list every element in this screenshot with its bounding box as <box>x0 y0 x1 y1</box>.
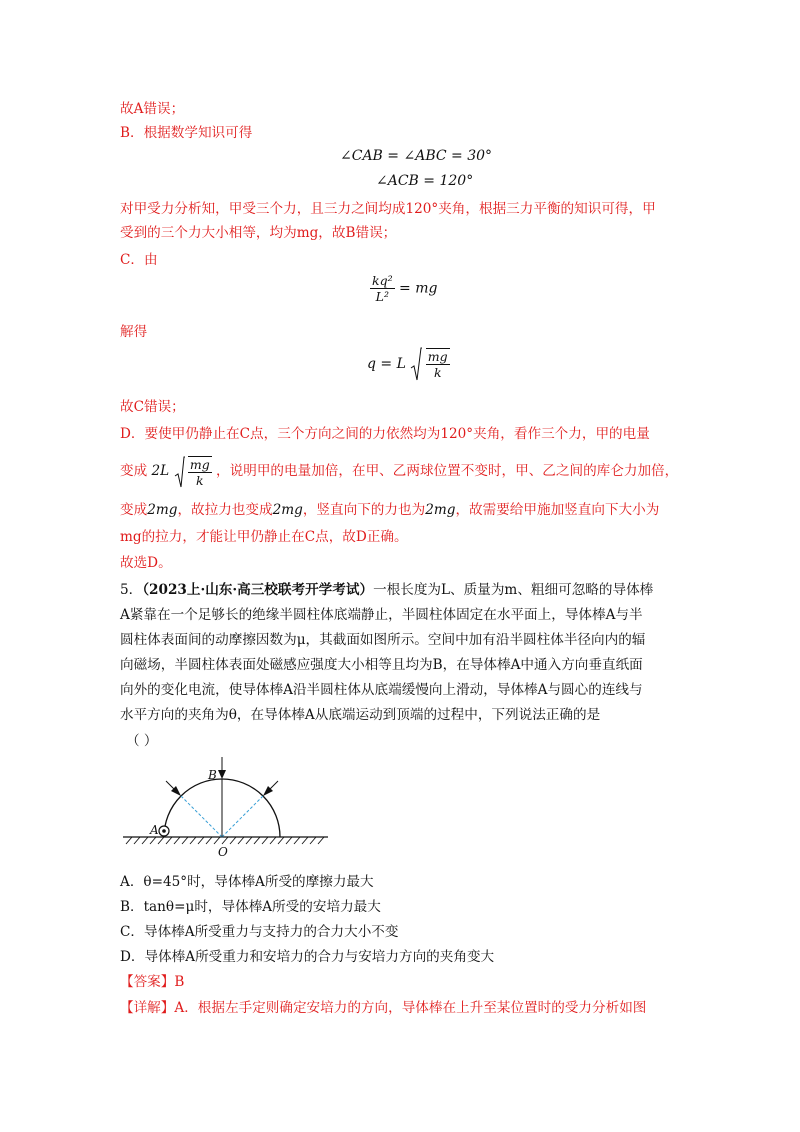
equation-angles: ∠CAB = ∠ABC = 30° <box>340 148 493 164</box>
option-b: B．tanθ=μ时，导体棒A所受的安培力最大 <box>120 899 381 915</box>
question-source: （2023上·山东·高三校联考开学考试） <box>142 582 374 598</box>
fraction-numerator: kq² <box>372 273 393 288</box>
equation-charge <box>367 346 450 382</box>
fraction-denominator: L² <box>375 289 389 304</box>
label-A: A <box>150 823 159 837</box>
question-text-line: A紧靠在一个足够长的绝缘半圆柱体底端静止，半圆柱体固定在水平面上，导体棒A与半 <box>120 607 643 623</box>
text-line: 受到的三个力大小相等，均为mg，故B错误； <box>120 225 397 241</box>
equation-angle-acb: ∠ACB = 120° <box>376 173 474 189</box>
text-line: 对甲受力分析知，甲受三个力，且三力之间均成120°夹角，根据三力平衡的知识可得，甲 <box>120 201 656 217</box>
label-B: B <box>208 768 217 782</box>
label-O: O <box>218 845 228 859</box>
text-line: D．要使甲仍静止在C点，三个方向之间的力依然均为120°夹角，看作三个力，甲的电量 <box>120 426 650 442</box>
radical-sign-icon <box>410 346 422 382</box>
semicylinder-figure <box>118 755 338 865</box>
math-2mg: 2mg <box>147 502 178 518</box>
arrowhead-icon <box>218 770 226 779</box>
text-fragment: 变成 <box>120 463 148 479</box>
text-line <box>120 451 678 491</box>
text-fragment: ，说明甲的电量加倍，在甲、乙两球位置不变时，甲、乙之间的库仑力加倍， <box>216 463 679 479</box>
text-line: C．由 <box>120 252 158 268</box>
equation-rhs: = mg <box>399 280 438 297</box>
text-line: 故A错误； <box>120 101 185 117</box>
fraction-denominator: k <box>433 365 442 380</box>
radical-sign-icon <box>174 455 185 489</box>
math-2mg: 2mg <box>425 502 456 518</box>
fraction-numerator: mg <box>189 457 210 472</box>
option-d: D．导体棒A所受重力和安培力的合力与安培力方向的夹角变大 <box>120 949 495 965</box>
dashed-radius-left <box>181 796 222 837</box>
fraction-numerator: mg <box>427 349 448 364</box>
fraction <box>426 348 450 380</box>
equation-coulomb <box>370 273 437 304</box>
ground-hatching <box>126 837 324 844</box>
question-text-line: 向外的变化电流，使导体棒A沿半圆柱体从底端缓慢向上滑动，导体棒A与圆心的连线与 <box>120 682 643 698</box>
square-root <box>174 452 212 492</box>
text-line: mg的拉力，才能让甲仍静止在C点，故D正确。 <box>120 529 408 545</box>
answer-parentheses: （ ） <box>126 733 158 749</box>
text-line <box>120 500 659 520</box>
question-text-line: 水平方向的夹角为θ，在导体棒A从底端运动到顶端的过程中，下列说法正确的是 <box>120 707 601 723</box>
question-number: 5． <box>120 582 143 598</box>
text-line: B．根据数学知识可得 <box>120 125 253 141</box>
question-text-line: 向磁场，半圆柱体表面处磁感应强度大小相等且均为B，在导体棒A中通入方向垂直纸面 <box>120 657 643 673</box>
math-2L: 2L <box>151 463 170 479</box>
option-c: C．导体棒A所受重力与支持力的合力大小不变 <box>120 924 399 940</box>
fraction-denominator: k <box>196 473 204 488</box>
text-fragment: ，故拉力也变成 <box>177 502 273 518</box>
fraction <box>188 456 212 488</box>
option-a: A．θ=45°时，导体棒A所受的摩擦力最大 <box>120 874 374 890</box>
current-out-dot-icon <box>162 829 166 833</box>
text-fragment: ，竖直向下的力也为 <box>302 502 426 518</box>
question-5-line <box>120 580 653 600</box>
text-line: 解得 <box>120 324 148 340</box>
detail-line <box>120 998 646 1018</box>
math-2mg: 2mg <box>272 502 303 518</box>
detail-text: A．根据左手定则确定安培力的方向，导体棒在上升至某位置时的受力分析如图 <box>174 1000 647 1016</box>
equation-lhs: q = L <box>367 356 406 372</box>
answer-value: B <box>174 974 185 990</box>
answer-tag: 【答案】 <box>120 974 175 990</box>
dashed-radius-right <box>222 796 263 837</box>
text-line: 故C错误； <box>120 399 185 415</box>
text-fragment: ，故需要给甲施加竖直向下大小为 <box>455 502 660 518</box>
text-fragment: 变成 <box>120 502 148 518</box>
question-text-line: 圆柱体表面间的动摩擦因数为μ，其截面如图所示。空间中加有沿半圆柱体半径向内的辐 <box>120 632 646 648</box>
answer-line <box>120 972 184 992</box>
text-line: 故选D。 <box>120 555 172 571</box>
fraction <box>370 273 395 304</box>
detail-tag: 【详解】 <box>120 1000 175 1016</box>
text-fragment: 一根长度为L、质量为m、粗细可忽略的导体棒 <box>373 582 654 598</box>
square-root <box>410 346 449 382</box>
